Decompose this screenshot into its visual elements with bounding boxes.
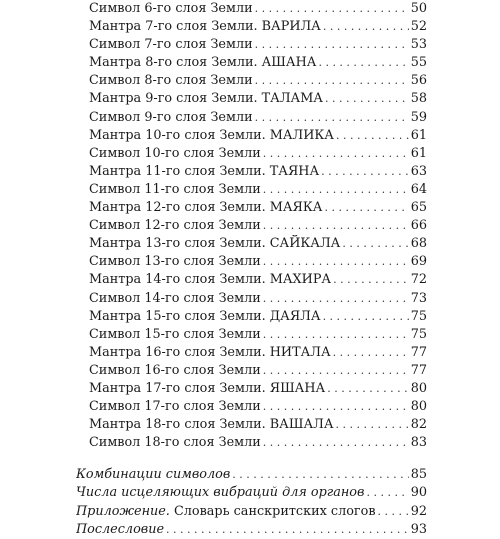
toc-entry[interactable] [76, 36, 427, 54]
toc-entry-page: 82 [410, 417, 427, 433]
toc-entry-title: Символ 13-го слоя Земли [89, 254, 261, 270]
toc-entry[interactable] [76, 163, 427, 181]
toc-section-entry[interactable] [76, 466, 427, 484]
toc-section-page: 93 [410, 521, 427, 537]
toc-entry[interactable] [76, 145, 427, 163]
toc-entry[interactable] [76, 0, 427, 18]
toc-entry[interactable] [76, 380, 427, 398]
toc-entry[interactable] [76, 434, 427, 452]
toc-entry-page: 65 [410, 200, 427, 216]
dot-leader [318, 54, 408, 72]
toc-entry-page: 83 [410, 435, 427, 451]
toc-entry[interactable] [76, 290, 427, 308]
toc-section-title: Числа исцеляющих вибраций для органов [76, 485, 365, 501]
toc-entry-page: 59 [410, 109, 427, 125]
toc-section-page: 85 [410, 467, 427, 483]
toc-entry-title: Мантра 7-го слоя Земли. ВАРИЛА [89, 19, 321, 35]
toc-entry-page: 77 [410, 344, 427, 360]
dot-leader [232, 466, 408, 484]
dot-leader [263, 398, 409, 416]
toc-section-title: Послесловие [76, 521, 165, 537]
toc-entry-page: 58 [410, 91, 427, 107]
toc-entry-title: Символ 11-го слоя Земли [89, 181, 261, 197]
toc-section-title: Комбинации символов [76, 467, 231, 483]
toc-entry-page: 64 [410, 181, 427, 197]
appendix-title: Словарь санскритских слогов [169, 503, 376, 519]
dot-leader [378, 503, 409, 521]
toc-entry-title: Символ 9-го слоя Земли [89, 109, 253, 125]
toc-entry-title: Символ 6-го слоя Земли [89, 1, 253, 16]
toc-entry[interactable] [76, 271, 427, 289]
toc-entry-page: 53 [410, 37, 427, 53]
toc-entry-page: 56 [410, 73, 427, 89]
toc-entry-title: Символ 18-го слоя Земли [89, 435, 261, 451]
toc-entry[interactable] [76, 235, 427, 253]
toc-entry-title: Мантра 16-го слоя Земли. НИТАЛА [89, 344, 331, 360]
dot-leader [263, 290, 409, 308]
dot-leader [263, 326, 409, 344]
dot-leader [255, 109, 409, 127]
dot-leader [263, 217, 409, 235]
toc-entry[interactable] [76, 308, 427, 326]
toc-entry-title: Мантра 15-го слоя Земли. ДАЯЛА [89, 308, 321, 324]
toc-entry-page: 73 [410, 290, 427, 306]
toc-entry-page: 63 [410, 163, 427, 179]
toc-entry-title: Мантра 14-го слоя Земли. МАХИРА [89, 272, 332, 288]
toc-entry[interactable] [76, 416, 427, 434]
toc-entry-title: Символ 8-го слоя Земли [89, 73, 253, 89]
dot-leader [324, 199, 408, 217]
toc-entry-page: 77 [410, 362, 427, 378]
toc-section-page: 92 [410, 503, 427, 519]
toc-entry[interactable] [76, 127, 427, 145]
dot-leader [333, 271, 409, 289]
toc-section-title [76, 503, 378, 521]
dot-leader [263, 181, 409, 199]
dot-leader [263, 362, 409, 380]
dot-leader [323, 18, 409, 36]
toc-section-page: 90 [410, 485, 427, 501]
toc-entry-page: 55 [410, 55, 427, 71]
toc-entry-title: Мантра 17-го слоя Земли. ЯШАНА [89, 380, 326, 396]
toc-entry[interactable] [76, 181, 427, 199]
dot-leader [321, 163, 409, 181]
toc-entry-page: 68 [410, 236, 427, 252]
toc-entry-title: Символ 12-го слоя Земли [89, 218, 261, 234]
toc-entry-title: Мантра 8-го слоя Земли. АШАНА [89, 55, 317, 71]
dot-leader [263, 434, 409, 452]
toc-entry-title: Символ 14-го слоя Земли [89, 290, 261, 306]
toc-entry[interactable] [76, 217, 427, 235]
toc-entry-title: Символ 15-го слоя Земли [89, 326, 261, 342]
dot-leader [255, 72, 409, 90]
dot-leader [327, 380, 408, 398]
toc-entry[interactable] [76, 72, 427, 90]
toc-entry[interactable] [76, 54, 427, 72]
dot-leader [166, 521, 409, 539]
toc-entry-page: 69 [410, 254, 427, 270]
toc-entry[interactable] [76, 18, 427, 36]
toc-entry-page: 61 [410, 145, 427, 161]
toc-entry-page: 52 [410, 19, 427, 35]
toc-entry-title: Мантра 12-го слоя Земли. МАЯКА [89, 200, 323, 216]
dot-leader [255, 0, 409, 18]
toc-entry-page: 80 [410, 380, 427, 396]
dot-leader [255, 36, 409, 54]
toc-entry[interactable] [76, 326, 427, 344]
toc-section-entry[interactable] [76, 521, 427, 539]
toc-entry-title: Мантра 13-го слоя Земли. САЙКАЛА [89, 236, 341, 252]
dot-leader [336, 127, 409, 145]
toc-section-entry[interactable] [76, 503, 427, 521]
dot-leader [325, 90, 409, 108]
toc-entry[interactable] [76, 362, 427, 380]
toc-entry-page: 80 [410, 399, 427, 415]
toc-entry-page: 61 [410, 127, 427, 143]
toc-entry-page: 72 [410, 272, 427, 288]
toc-entry-title: Символ 16-го слоя Земли [89, 362, 261, 378]
dot-leader [336, 416, 409, 434]
toc-entry-title: Мантра 9-го слоя Земли. ТАЛАМА [89, 91, 323, 107]
toc-entry[interactable] [76, 90, 427, 108]
dot-leader [333, 344, 409, 362]
table-of-contents [76, 0, 427, 539]
toc-entry-title: Мантра 18-го слоя Земли. ВАШАЛА [89, 417, 334, 433]
toc-entry[interactable] [76, 398, 427, 416]
toc-entry-page: 50 [410, 1, 427, 16]
toc-entry[interactable] [76, 199, 427, 217]
toc-entry[interactable] [76, 344, 427, 362]
toc-entry-page: 75 [410, 326, 427, 342]
appendix-label: Приложение. [76, 503, 170, 519]
dot-leader [263, 145, 409, 163]
toc-entry-page: 75 [410, 308, 427, 324]
toc-entry[interactable] [76, 253, 427, 271]
toc-entry[interactable] [76, 109, 427, 127]
toc-entry-title: Символ 17-го слоя Земли [89, 399, 261, 415]
toc-entry-title: Мантра 11-го слоя Земли. ТАЯНА [89, 163, 320, 179]
dot-leader [323, 308, 409, 326]
toc-entry-title: Символ 10-го слоя Земли [89, 145, 261, 161]
dot-leader [342, 235, 408, 253]
toc-entry-title: Символ 7-го слоя Земли [89, 37, 253, 53]
dot-leader [263, 253, 409, 271]
toc-entry-title: Мантра 10-го слоя Земли. МАЛИКА [89, 127, 334, 143]
toc-entry-page: 66 [410, 218, 427, 234]
